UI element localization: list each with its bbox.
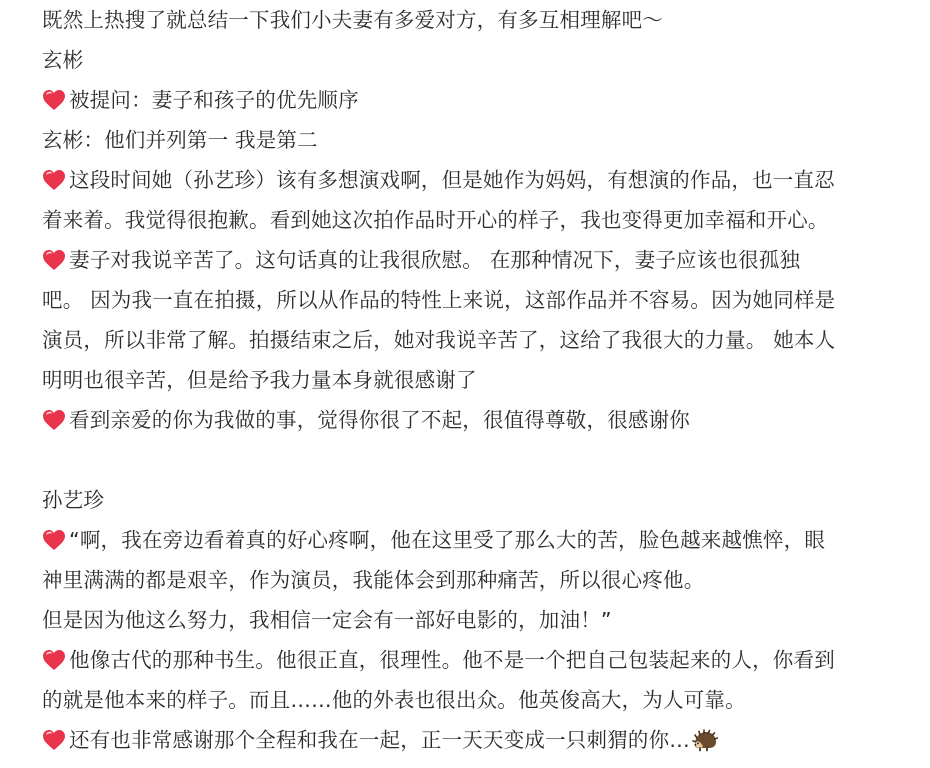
paragraph-6-text: 他像古代的那种书生。他很正直，很理性。他不是一个把自己包装起来的人，你看到 bbox=[69, 648, 835, 672]
paragraph-3-line-2: 吧。 因为我一直在拍摄，所以从作品的特性上来说，这部作品并不容易。因为她同样是 bbox=[42, 288, 836, 312]
paragraph-4 bbox=[42, 400, 912, 440]
heart-icon bbox=[42, 649, 68, 671]
heart-icon bbox=[42, 89, 68, 111]
hedgehog-icon bbox=[692, 729, 718, 753]
paragraph-5-line-3: 但是因为他这么努力，我相信一定会有一部好电影的，加油！” bbox=[42, 608, 612, 632]
paragraph-6-line-2: 的就是他本来的样子。而且……他的外表也很出众。他英俊高大，为人可靠。 bbox=[42, 688, 746, 712]
heart-icon bbox=[42, 249, 68, 271]
paragraph-3-line-4: 明明也很辛苦，但是给予我力量本身就很感谢了 bbox=[42, 368, 477, 392]
paragraph-2-line-2: 着来着。我觉得很抱歉。看到她这次拍作品时开心的样子，我也变得更加幸福和开心。 bbox=[42, 208, 829, 232]
paragraph-7 bbox=[42, 720, 912, 760]
paragraph-2-line-1 bbox=[42, 160, 912, 200]
paragraph-question bbox=[42, 80, 912, 120]
heart-icon bbox=[42, 529, 68, 551]
paragraph-7-text: 还有也非常感谢那个全程和我在一起，正一天天变成一只刺猬的你… bbox=[69, 728, 690, 752]
intro-text: 既然上热搜了就总结一下我们小夫妻有多爱对方，有多互相理解吧～ bbox=[42, 8, 663, 32]
paragraph-5-line-2: 神里满满的都是艰辛，作为演员，我能体会到那种痛苦，所以很心疼他。 bbox=[42, 568, 705, 592]
post-content bbox=[42, 0, 912, 760]
paragraph-5-text: “啊，我在旁边看着真的好心疼啊，他在这里受了那么大的苦，脸色越来越憔悴，眼 bbox=[69, 528, 826, 552]
blank-line bbox=[42, 440, 912, 480]
paragraph-3-text: 妻子对我说辛苦了。这句话真的让我很欣慰。 在那种情况下，妻子应该也很孤独 bbox=[69, 248, 801, 272]
paragraph-4-text: 看到亲爱的你为我做的事，觉得你很了不起，很值得尊敬，很感谢你 bbox=[69, 408, 690, 432]
section-name-hyun-bin: 玄彬 bbox=[42, 48, 84, 72]
heart-icon bbox=[42, 729, 68, 751]
paragraph-6-line-1 bbox=[42, 640, 912, 680]
heart-icon bbox=[42, 409, 68, 431]
paragraph-2-text: 这段时间她（孙艺珍）该有多想演戏啊，但是她作为妈妈，有想演的作品，也一直忍 bbox=[69, 168, 835, 192]
paragraph-3-line-3: 演员，所以非常了解。拍摄结束之后，她对我说辛苦了，这给了我很大的力量。 她本人 bbox=[42, 328, 836, 352]
question-text: 被提问：妻子和孩子的优先顺序 bbox=[69, 88, 359, 112]
paragraph-5-line-1 bbox=[42, 520, 912, 560]
answer-text: 玄彬：他们并列第一 我是第二 bbox=[42, 128, 318, 152]
paragraph-3-line-1 bbox=[42, 240, 912, 280]
heart-icon bbox=[42, 169, 68, 191]
section-name-son-ye-jin: 孙艺珍 bbox=[42, 488, 105, 512]
